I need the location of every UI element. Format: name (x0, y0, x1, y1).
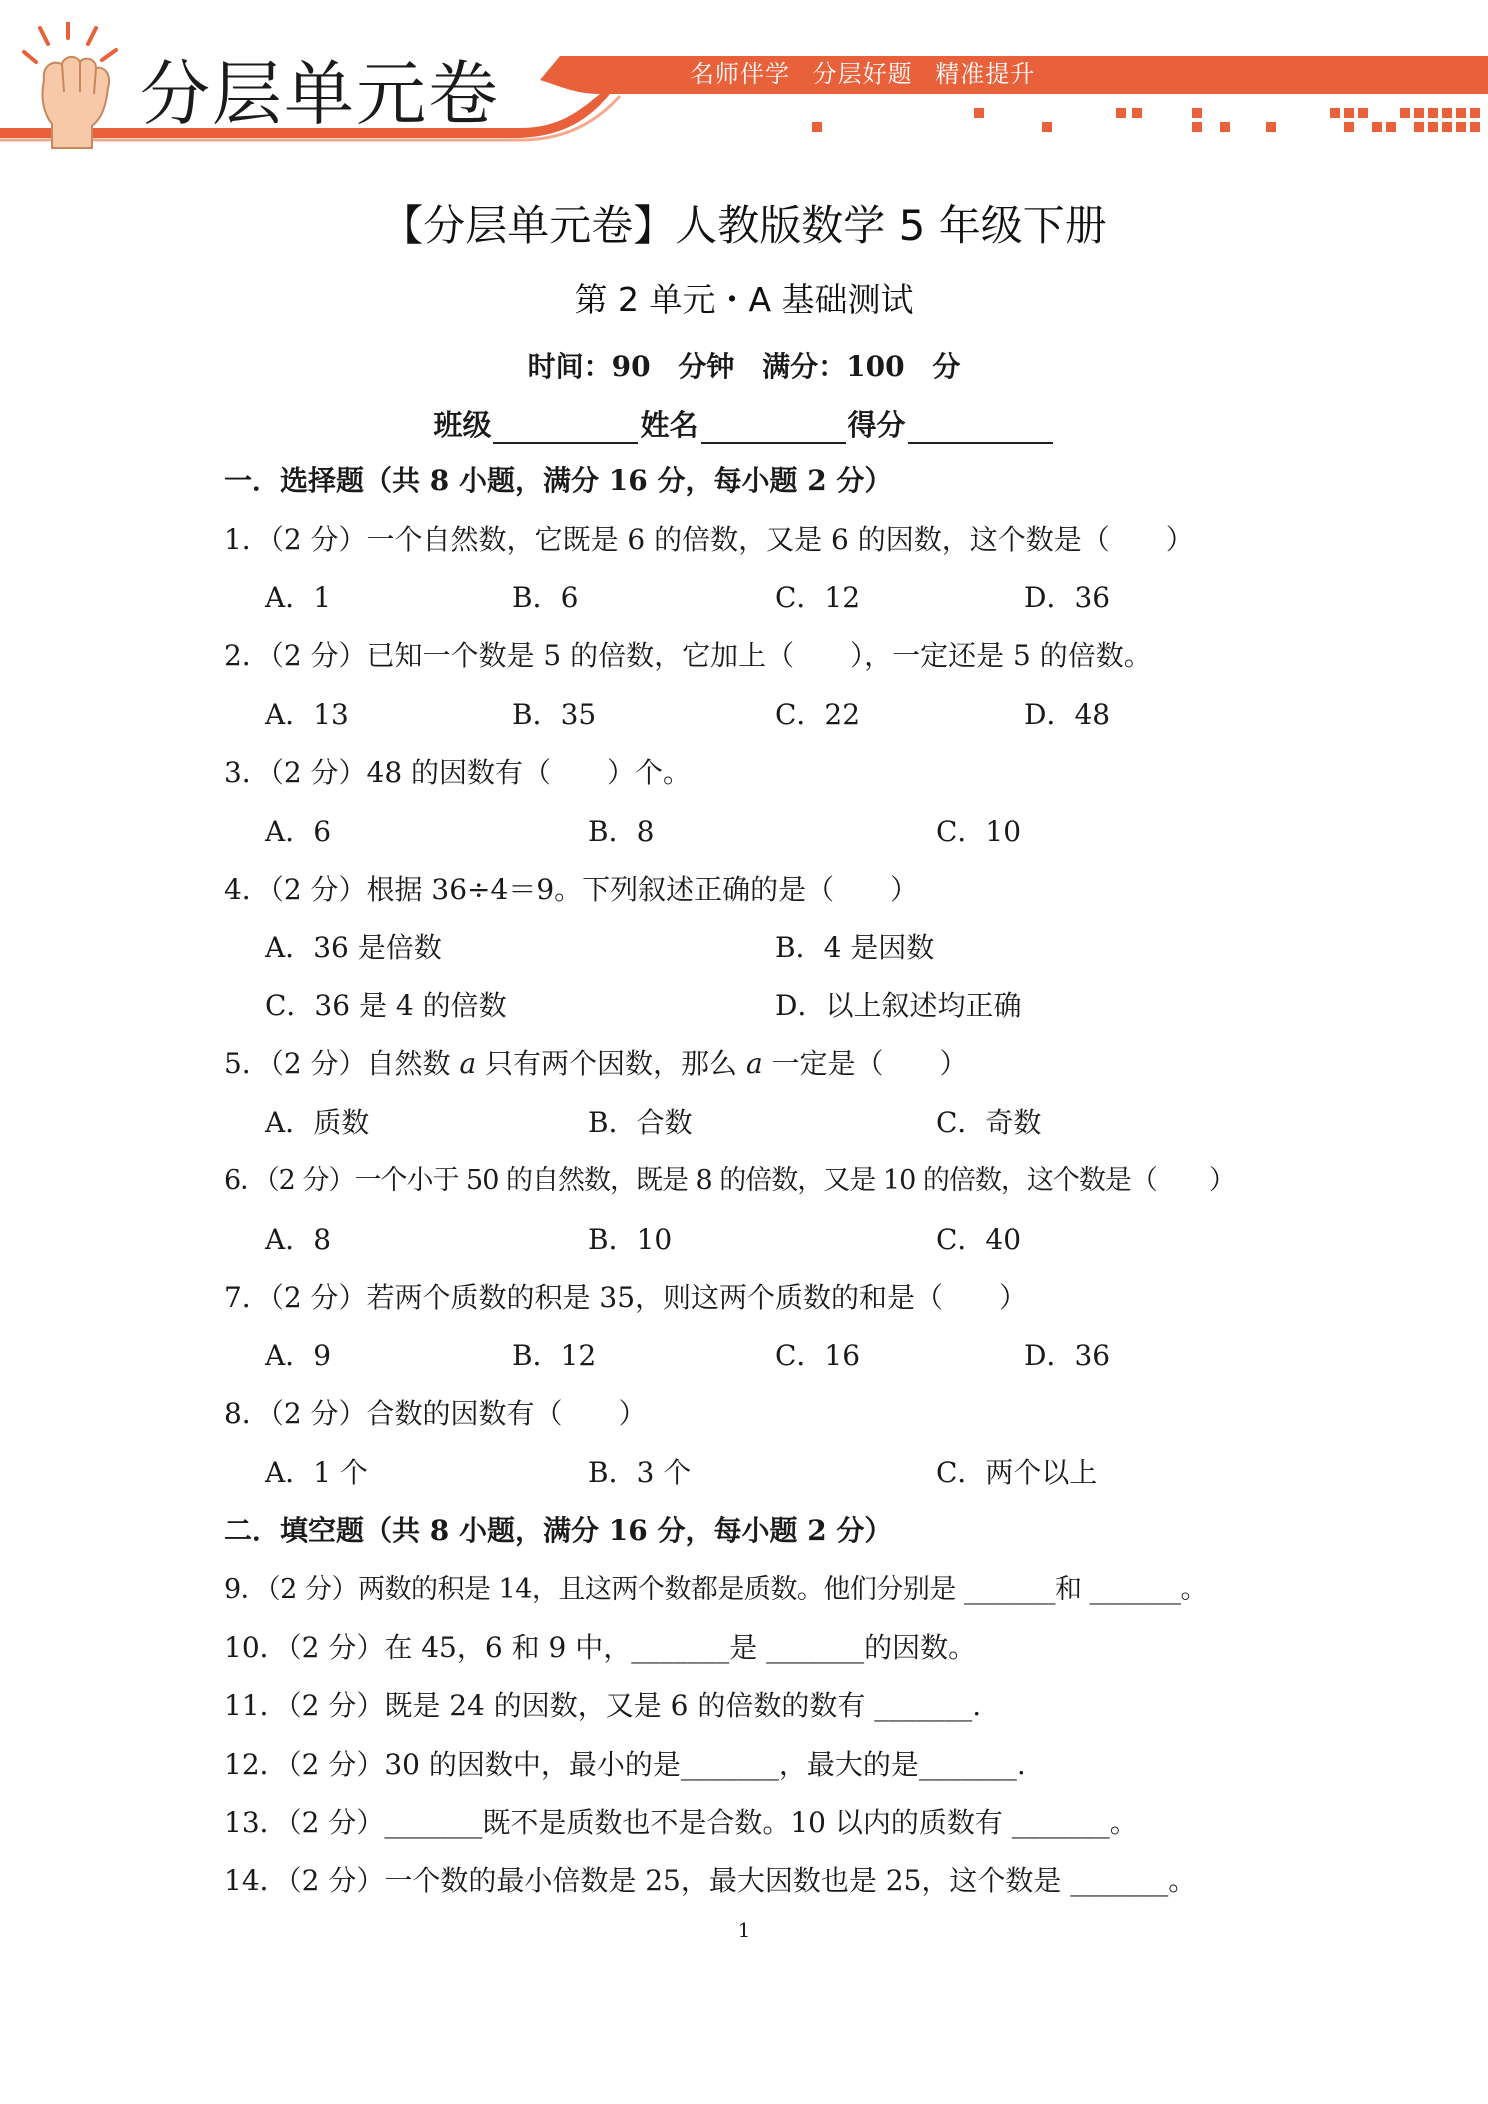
question-4: 4．（2 分）根据 36÷4＝9。下列叙述正确的是（ ） (224, 873, 919, 906)
q5-text-2: 只有两个因数，那么 (476, 1047, 746, 1080)
q6-option-c: C．40 (936, 1223, 1022, 1256)
q2-option-b: B．35 (512, 698, 597, 731)
q8-option-c: C．两个以上 (936, 1456, 1098, 1489)
q5-option-a: A．质数 (265, 1106, 370, 1139)
q2-option-c: C．22 (775, 698, 861, 731)
q2-option-a: A．13 (265, 698, 349, 731)
name-label: 姓名 (640, 408, 699, 442)
page-number: 1 (737, 1918, 751, 1942)
page-header (0, 0, 1488, 160)
question-5 (224, 1046, 968, 1082)
class-label: 班级 (433, 408, 492, 442)
section-heading-choice: 一．选择题（共 8 小题，满分 16 分，每小题 2 分） (224, 464, 893, 497)
q5-option-c: C．奇数 (936, 1106, 1042, 1139)
exam-info: 时间：90 分钟 满分：100 分 (527, 350, 961, 383)
q4-option-c: C．36 是 4 的倍数 (265, 989, 507, 1022)
question-12: 12．（2 分）30 的因数中，最小的是_______，最大的是_______. (224, 1748, 1026, 1781)
q5-text-1: 5．（2 分）自然数 (224, 1047, 460, 1080)
question-2: 2．（2 分）已知一个数是 5 的倍数，它加上（ ），一定还是 5 的倍数。 (224, 639, 1152, 672)
q8-option-b: B．3 个 (588, 1456, 692, 1489)
decorative-squares (812, 108, 1480, 132)
section-heading-fill: 二．填空题（共 8 小题，满分 16 分，每小题 2 分） (224, 1514, 893, 1547)
score-label: 得分 (847, 408, 906, 442)
q7-option-b: B．12 (512, 1339, 597, 1372)
q7-option-c: C．16 (775, 1339, 861, 1372)
q5-variable-a: a (459, 1047, 477, 1080)
class-blank[interactable] (493, 412, 638, 444)
q3-option-c: C．10 (936, 815, 1022, 848)
q4-option-d: D．以上叙述均正确 (775, 989, 1022, 1022)
q8-option-a: A．1 个 (265, 1456, 368, 1489)
q7-option-a: A．9 (265, 1339, 332, 1372)
q1-option-b: B．6 (512, 581, 579, 614)
q1-option-c: C．12 (775, 581, 861, 614)
name-blank[interactable] (701, 412, 846, 444)
question-10: 10．（2 分）在 45，6 和 9 中，_______是 _______的因数。 (224, 1631, 977, 1664)
question-7: 7．（2 分）若两个质数的积是 35，则这两个质数的和是（ ） (224, 1281, 1028, 1314)
q5-variable-a-2: a (745, 1047, 763, 1080)
q6-option-b: B．10 (588, 1223, 673, 1256)
question-6: 6．（2 分）一个小于 50 的自然数，既是 8 的倍数，又是 10 的倍数，这个数是（ ） (224, 1165, 1235, 1196)
question-11: 11．（2 分）既是 24 的因数，又是 6 的倍数的数有 _______. (224, 1689, 982, 1722)
brand-title: 分层单元卷 (140, 53, 500, 135)
question-1: 1．（2 分）一个自然数，它既是 6 的倍数，又是 6 的因数，这个数是（ ） (224, 523, 1194, 556)
header-slogan: 名师伴学 分层好题 精准提升 (690, 60, 1036, 88)
student-info (0, 403, 1488, 444)
q2-option-d: D．48 (1024, 698, 1111, 731)
document-title: 【分层单元卷】人教版数学 5 年级下册 (381, 201, 1107, 250)
document-subtitle: 第 2 单元・A 基础测试 (574, 280, 914, 319)
q4-option-a: A．36 是倍数 (265, 931, 442, 964)
q6-option-a: A．8 (265, 1223, 332, 1256)
q1-option-a: A．1 (265, 581, 332, 614)
q4-option-b: B．4 是因数 (775, 931, 935, 964)
q3-option-a: A．6 (265, 815, 332, 848)
fist-icon (22, 22, 132, 152)
q3-option-b: B．8 (588, 815, 655, 848)
question-8: 8．（2 分）合数的因数有（ ） (224, 1397, 647, 1430)
q7-option-d: D．36 (1024, 1339, 1111, 1372)
question-14: 14．（2 分）一个数的最小倍数是 25，最大因数也是 25，这个数是 _______。 (224, 1864, 1197, 1897)
q5-option-b: B．合数 (588, 1106, 693, 1139)
question-13: 13．（2 分）_______既不是质数也不是合数。10 以内的质数有 _______。 (224, 1806, 1138, 1839)
q1-option-d: D．36 (1024, 581, 1111, 614)
question-9: 9．（2 分）两数的积是 14，且这两个数都是质数。他们分别是 _______和 _______。 (224, 1574, 1208, 1605)
score-blank[interactable] (908, 412, 1053, 444)
question-3: 3．（2 分）48 的因数有（ ）个。 (224, 756, 692, 789)
q5-text-3: 一定是（ ） (762, 1047, 968, 1080)
